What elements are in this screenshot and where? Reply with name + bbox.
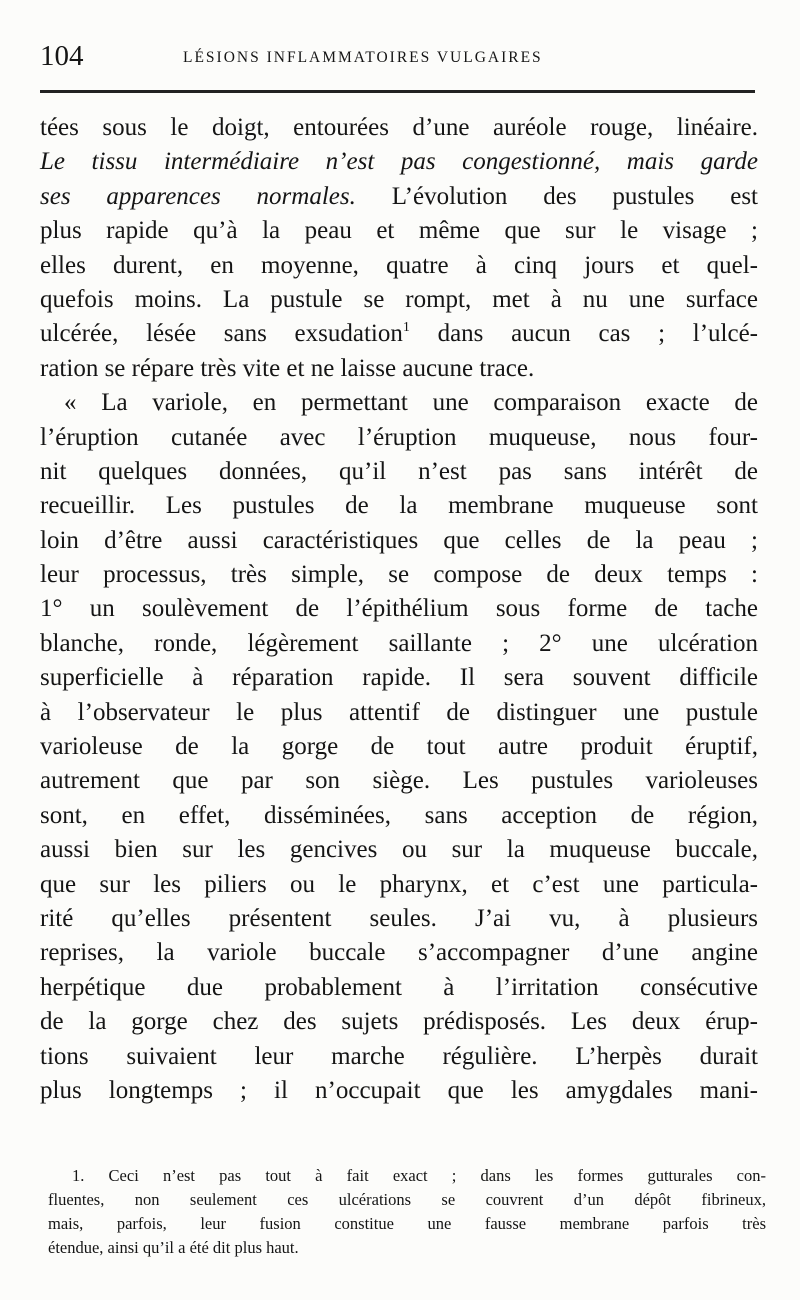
text-line: « La variole, en permettant une comparaison exacte de: [64, 389, 758, 417]
text-line: tions suivaient leur marche régulière. L’herpès durait: [40, 1042, 758, 1070]
text-line: recueillir. Les pustules de la membrane muqueuse sont: [40, 492, 758, 520]
text-line: elles durent, en moyenne, quatre à cinq jours et quel-: [40, 251, 758, 279]
footnote-line: étendue, ainsi qu’il a été dit plus haut.: [48, 1238, 299, 1257]
footnote-line: mais, parfois, leur fusion constitue une fausse membrane parfois très: [48, 1214, 766, 1233]
header-rule: [40, 90, 755, 93]
text-line: [40, 317, 758, 351]
text-line: tées sous le doigt, entourées d’une auréole rouge, linéaire.: [40, 114, 758, 141]
text-line: ration se répare très vite et ne laisse aucune trace.: [40, 354, 535, 382]
paragraph-1: [40, 111, 758, 386]
text-line: autrement que par son siège. Les pustules varioleuses: [40, 767, 758, 795]
text-line: aussi bien sur les gencives ou sur la muqueuse buccale,: [40, 836, 758, 864]
text-line: à l’observateur le plus attentif de distinguer une pustule: [40, 698, 758, 726]
text-line: plus rapide qu’à la peau et même que sur le visage ;: [40, 217, 758, 245]
text-line: blanche, ronde, légèrement saillante ; 2° une ulcération: [40, 629, 758, 657]
text-line: leur processus, très simple, se compose de deux temps :: [40, 561, 758, 589]
text-line: nit quelques données, qu’il n’est pas sans intérêt de: [40, 457, 758, 485]
text-line: [40, 180, 758, 214]
text-line: plus longtemps ; il n’occupait que les amygdales mani-: [40, 1076, 758, 1104]
text-line: rité qu’elles présentent seules. J’ai vu, à plusieurs: [40, 904, 758, 932]
text-line: quefois moins. La pustule se rompt, met à nu une surface: [40, 285, 758, 313]
paragraph-2: [40, 386, 758, 1108]
page-number: 104: [40, 40, 84, 72]
text-span: dans aucun cas ; l’ulcé-: [409, 320, 758, 348]
text-span: ulcérée, lésée sans exsudation: [40, 320, 403, 348]
footnote-marker[interactable]: 1: [402, 320, 410, 336]
italic-text: ses apparences normales.: [40, 182, 356, 210]
running-title: LÉSIONS INFLAMMATOIRES VULGAIRES: [183, 49, 543, 66]
text-line: reprises, la variole buccale s’accompagner d’une angine: [40, 939, 758, 967]
text-line: loin d’être aussi caractéristiques que celles de la peau ;: [40, 526, 758, 554]
text-line: Le tissu intermédiaire n’est pas congestionné, mais garde: [40, 148, 758, 176]
text-line: sont, en effet, disséminées, sans acception de région,: [40, 801, 758, 829]
text-line: varioleuse de la gorge de tout autre produit éruptif,: [40, 733, 758, 761]
text-line: 1° un soulèvement de l’épithélium sous forme de tache: [40, 595, 758, 623]
text-line: herpétique due probablement à l’irritation consécutive: [40, 973, 758, 1001]
footnote-line: fluentes, non seulement ces ulcérations se couvrent d’un dépôt fibrineux,: [48, 1190, 766, 1209]
text-line: de la gorge chez des sujets prédisposés. Les deux érup-: [40, 1008, 758, 1036]
footnote-line: 1. Ceci n’est pas tout à fait exact ; dans les formes gutturales con-: [72, 1166, 766, 1185]
text-line: superficielle à réparation rapide. Il sera souvent difficile: [40, 664, 758, 692]
footnotes: [48, 1164, 766, 1260]
text-span: L’évolution des pustules est: [355, 182, 758, 210]
text-line: l’éruption cutanée avec l’éruption muqueuse, nous four-: [40, 423, 758, 451]
body-text: [40, 111, 758, 1108]
text-line: que sur les piliers ou le pharynx, et c’est une particula-: [40, 870, 758, 898]
page-header: [40, 40, 755, 76]
